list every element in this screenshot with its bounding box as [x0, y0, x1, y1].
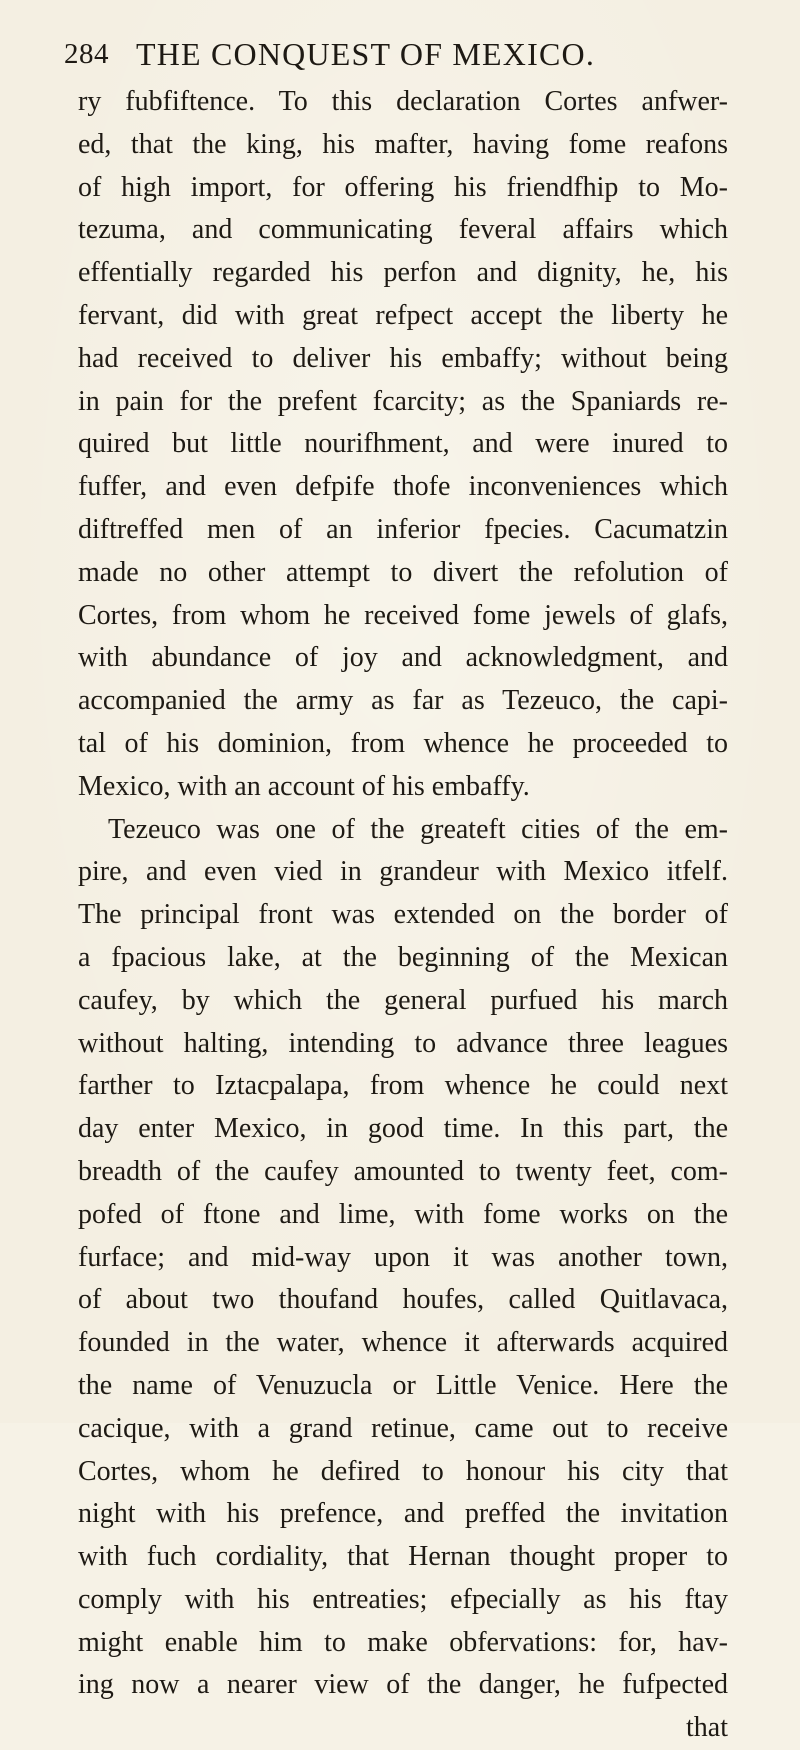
body-text [78, 81, 728, 1750]
text-line: of high import, for offering his friendfhip to Mo- [78, 171, 728, 203]
running-head-title: THE CONQUEST OF MEXICO. [136, 36, 596, 72]
text-line: with abundance of joy and acknowledgment, and [78, 642, 728, 674]
text-line: quired but little nourifhment, and were inured to [78, 428, 728, 460]
text-line: pire, and even vied in grandeur with Mexico itfelf. [78, 856, 728, 888]
text-line: might enable him to make obfervations: for, hav- [78, 1626, 728, 1658]
text-line: caufey, by which the general purfued his march [78, 984, 728, 1016]
text-line: furface; and mid-way upon it was another town, [78, 1241, 728, 1273]
text-line: cacique, with a grand retinue, came out to receive [78, 1412, 728, 1444]
page-number: 284 [64, 38, 109, 70]
text-line: the name of Venuzucla or Little Venice. Here the [78, 1369, 728, 1401]
text-line: night with his prefence, and preffed the invitation [78, 1498, 728, 1530]
text-line: breadth of the caufey amounted to twenty feet, com- [78, 1155, 728, 1187]
text-line: fervant, did with great refpect accept the liberty he [78, 299, 728, 331]
text-line: ed, that the king, his mafter, having fome reafons [78, 128, 728, 160]
text-line: effentially regarded his perfon and dignity, he, his [78, 257, 728, 289]
text-line: comply with his entreaties; efpecially as his ftay [78, 1583, 728, 1615]
text-line: ry fubfiftence. To this declaration Cortes anfwer- [78, 86, 728, 117]
text-line: day enter Mexico, in good time. In this part, the [78, 1113, 728, 1145]
text-line: tal of his dominion, from whence he proceeded to [78, 727, 728, 759]
text-line: The principal front was extended on the border of [78, 899, 728, 931]
text-line: tezuma, and communicating feveral affairs which [78, 214, 728, 246]
text-line: pofed of ftone and lime, with fome works on the [78, 1198, 728, 1230]
running-head [64, 34, 724, 80]
text-line: accompanied the army as far as Tezeuco, the capi- [78, 685, 728, 717]
text-line: had received to deliver his embaffy; without being [78, 342, 728, 374]
text-line: of about two thoufand houfes, called Quitlavaca, [78, 1284, 728, 1316]
catchword: that [686, 1712, 728, 1744]
text-line-paragraph-end: Mexico, with an account of his embaffy. [78, 770, 530, 802]
text-line: Cortes, whom he defired to honour his city that [78, 1455, 728, 1487]
text-line: founded in the water, whence it afterwards acquired [78, 1327, 728, 1359]
text-line: Cortes, from whom he received fome jewels of glafs, [78, 599, 728, 631]
text-line: in pain for the prefent fcarcity; as the Spaniards re- [78, 385, 728, 417]
text-line-paragraph-start: Tezeuco was one of the greateft cities of the em- [108, 813, 728, 845]
text-line: diftreffed men of an inferior fpecies. Cacumatzin [78, 513, 728, 545]
text-line: a fpacious lake, at the beginning of the Mexican [78, 941, 728, 973]
text-line: fuffer, and even defpife thofe inconveniences which [78, 471, 728, 503]
text-line: farther to Iztacpalapa, from whence he could next [78, 1070, 728, 1102]
text-line: ing now a nearer view of the danger, he fufpected [78, 1669, 728, 1701]
text-line: without halting, intending to advance three leagues [78, 1027, 728, 1059]
text-line: made no other attempt to divert the refolution of [78, 556, 728, 588]
text-line: with fuch cordiality, that Hernan thought proper to [78, 1541, 728, 1573]
